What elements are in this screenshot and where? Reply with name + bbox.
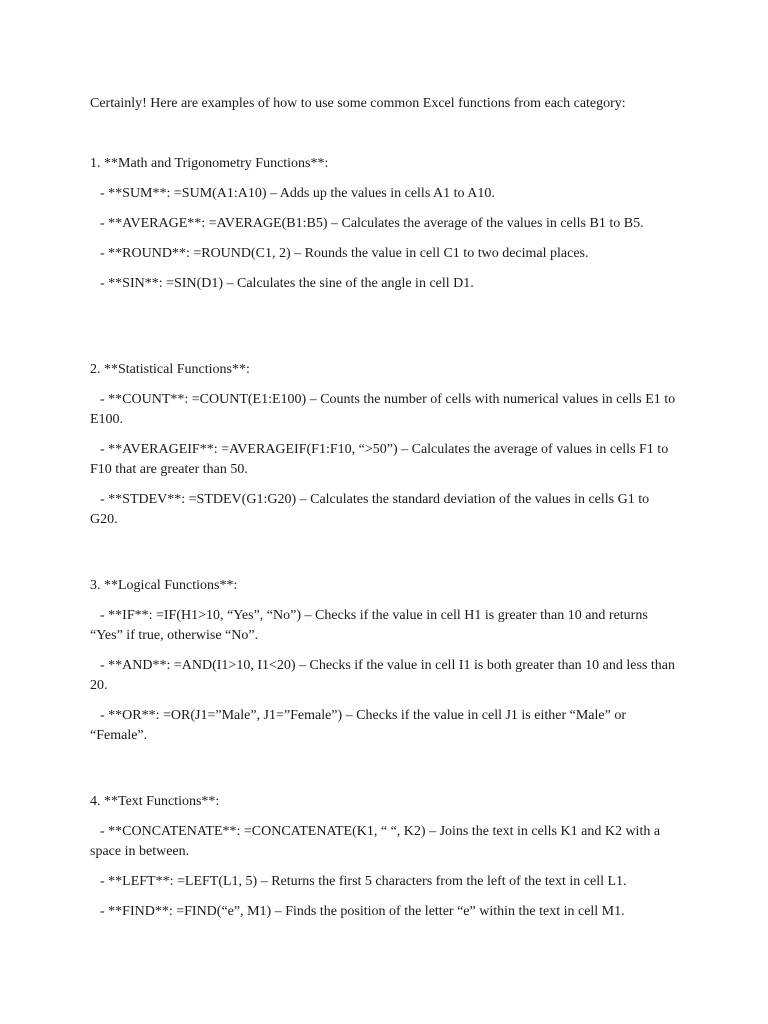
section-heading: 1. **Math and Trigonometry Functions**: — [90, 156, 329, 171]
list-item-sum: - **SUM**: =SUM(A1:A10) – Adds up the values in cells A1 to A10. — [100, 186, 495, 201]
list-item-stdev: - **STDEV**: =STDEV(G1:G20) – Calculates the standard deviation of the values in cells G1 to G20. — [90, 492, 650, 527]
list-item-concatenate: - **CONCATENATE**: =CONCATENATE(K1, “ “, K2) – Joins the text in cells K1 and K2 with a space in between. — [90, 824, 661, 859]
section-logical — [90, 576, 680, 746]
section-math-trig — [90, 154, 680, 294]
list-item-find: - **FIND**: =FIND(“e”, M1) – Finds the position of the letter “e” within the text in cell M1. — [100, 904, 625, 919]
section-text — [90, 792, 680, 922]
section-heading: 3. **Logical Functions**: — [90, 578, 238, 593]
list-item-averageif: - **AVERAGEIF**: =AVERAGEIF(F1:F10, “>50”) – Calculates the average of values in cells F1 to F10 that are greater than 50. — [90, 442, 669, 477]
list-item-round: - **ROUND**: =ROUND(C1, 2) – Rounds the value in cell C1 to two decimal places. — [100, 246, 589, 261]
list-item-and: - **AND**: =AND(I1>10, I1<20) – Checks if the value in cell I1 is both greater than 10 and less than 20. — [90, 658, 675, 693]
list-item-sin: - **SIN**: =SIN(D1) – Calculates the sine of the angle in cell D1. — [100, 276, 474, 291]
section-statistical — [90, 360, 680, 530]
section-heading: 2. **Statistical Functions**: — [90, 362, 250, 377]
intro-paragraph: Certainly! Here are examples of how to use some common Excel functions from each category: — [90, 96, 626, 111]
section-heading: 4. **Text Functions**: — [90, 794, 220, 809]
list-item-count: - **COUNT**: =COUNT(E1:E100) – Counts the number of cells with numerical values in cells E1 to E100. — [90, 392, 676, 427]
list-item-average: - **AVERAGE**: =AVERAGE(B1:B5) – Calculates the average of the values in cells B1 to B5. — [100, 216, 644, 231]
list-item-or: - **OR**: =OR(J1=”Male”, J1=”Female”) – Checks if the value in cell J1 is either “Male” or “Female”. — [90, 708, 626, 743]
list-item-left: - **LEFT**: =LEFT(L1, 5) – Returns the first 5 characters from the left of the text in cell L1. — [100, 874, 627, 889]
list-item-if: - **IF**: =IF(H1>10, “Yes”, “No”) – Checks if the value in cell H1 is greater than 10 and returns “Yes” if true, otherwise “No”. — [90, 608, 648, 643]
